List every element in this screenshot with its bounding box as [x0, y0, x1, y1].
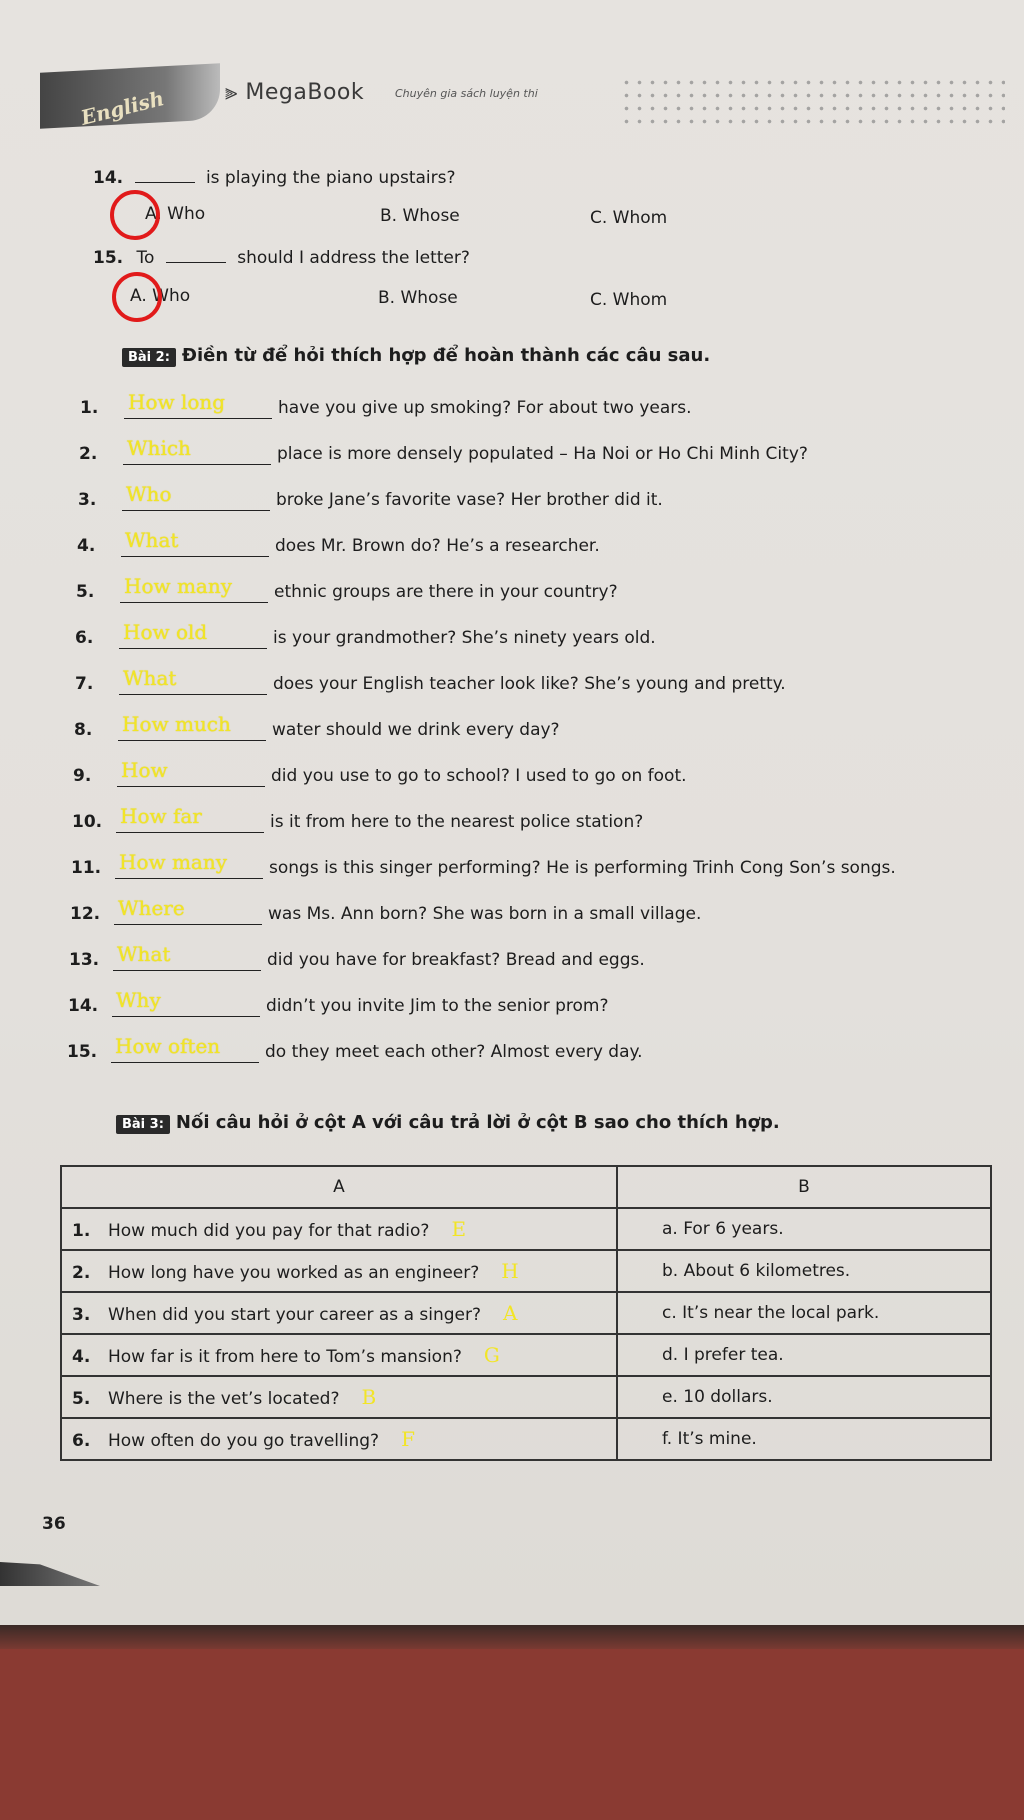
handwritten-answer: What	[117, 942, 171, 966]
answer-blank[interactable]	[113, 944, 261, 971]
handwritten-answer: How long	[128, 390, 226, 414]
answer-cell	[617, 1292, 991, 1334]
column-a-header: A	[61, 1166, 617, 1208]
handwritten-match: H	[501, 1259, 519, 1283]
question-cell	[61, 1208, 617, 1250]
answer-blank[interactable]	[124, 392, 272, 419]
item-text: have you give up smoking? For about two years.	[278, 398, 692, 418]
page-corner-decoration	[0, 1562, 100, 1586]
handwritten-answer: How far	[120, 804, 202, 828]
item-text: songs is this singer performing? He is performing Trinh Cong Son’s songs.	[269, 858, 896, 878]
item-number: 3.	[78, 490, 97, 510]
answer-cell	[617, 1208, 991, 1250]
item-number: 1.	[80, 398, 99, 418]
exercise-2-badge: Bài 2:	[122, 348, 176, 367]
exercise-3-badge: Bài 3:	[116, 1115, 170, 1134]
table-row	[61, 1334, 991, 1376]
question-text: How long have you worked as an engineer?	[108, 1263, 480, 1283]
answer-blank[interactable]	[114, 898, 262, 925]
question-text: How much did you pay for that radio?	[108, 1221, 430, 1241]
answer-blank[interactable]	[118, 714, 266, 741]
exercise-3-title: Bài 3: Nối câu hỏi ở cột A với câu trả lời ở cột B sao cho thích hợp.	[116, 1112, 780, 1134]
table-row	[61, 1376, 991, 1418]
question-cell	[61, 1334, 617, 1376]
q15-option-c: C. Whom	[590, 290, 668, 310]
table-row	[61, 1418, 991, 1460]
item-number: 4.	[77, 536, 96, 556]
item-text: did you use to go to school? I used to go on foot.	[271, 766, 687, 786]
question-cell	[61, 1376, 617, 1418]
exercise-2-title: Bài 2: Điền từ để hỏi thích hợp để hoàn thành các câu sau.	[122, 345, 710, 367]
page-edge-shadow	[0, 1625, 1024, 1649]
handwritten-answer: Where	[118, 896, 185, 920]
handwritten-answer: How much	[122, 712, 231, 736]
row-number: 5.	[72, 1389, 91, 1409]
brand-subtitle: Chuyên gia sách luyện thi	[395, 87, 538, 100]
answer-blank[interactable]	[116, 806, 264, 833]
item-number: 15.	[67, 1042, 98, 1062]
handwritten-match: B	[361, 1385, 377, 1409]
row-number: 1.	[72, 1221, 91, 1241]
answer-circle-q15	[112, 272, 162, 322]
table-row	[61, 1250, 991, 1292]
question-text: Where is the vet’s located?	[108, 1389, 340, 1409]
table-row	[61, 1208, 991, 1250]
answer-blank[interactable]	[119, 668, 267, 695]
q14-option-a: A. Who	[145, 204, 206, 224]
handwritten-answer: Why	[116, 988, 161, 1012]
question-cell	[61, 1292, 617, 1334]
prev-question-14: 14. is playing the piano upstairs?	[93, 168, 456, 188]
handwritten-answer: Who	[126, 482, 172, 506]
matching-table	[60, 1165, 992, 1461]
question-text: How far is it from here to Tom’s mansion?	[108, 1347, 462, 1367]
row-number: 4.	[72, 1347, 91, 1367]
q14-option-b: B. Whose	[380, 206, 460, 226]
item-text: does your English teacher look like? She’s young and pretty.	[273, 674, 786, 694]
handwritten-answer: How many	[119, 850, 228, 874]
item-text: broke Jane’s favorite vase? Her brother did it.	[276, 490, 663, 510]
item-number: 13.	[69, 950, 100, 970]
q15-option-a: A. Who	[130, 286, 191, 306]
answer-blank[interactable]	[111, 1036, 259, 1063]
item-text: didn’t you invite Jim to the senior prom?	[266, 996, 609, 1016]
handwritten-answer: How many	[124, 574, 233, 598]
table-row	[61, 1292, 991, 1334]
row-number: 3.	[72, 1305, 91, 1325]
answer-text: d. I prefer tea.	[662, 1345, 784, 1365]
item-text: does Mr. Brown do? He’s a researcher.	[275, 536, 600, 556]
item-text: is your grandmother? She’s ninety years old.	[273, 628, 656, 648]
item-number: 5.	[76, 582, 95, 602]
handwritten-match: G	[483, 1343, 500, 1367]
answer-cell	[617, 1418, 991, 1460]
answer-blank[interactable]	[122, 484, 270, 511]
item-text: did you have for breakfast? Bread and eggs.	[267, 950, 645, 970]
answer-cell	[617, 1334, 991, 1376]
brand-name: ⫸ MegaBook	[225, 80, 365, 105]
answer-text: c. It’s near the local park.	[662, 1303, 880, 1323]
answer-text: e. 10 dollars.	[662, 1387, 773, 1407]
handwritten-answer: What	[125, 528, 179, 552]
item-text: do they meet each other? Almost every day.	[265, 1042, 643, 1062]
item-number: 2.	[79, 444, 98, 464]
row-number: 6.	[72, 1431, 91, 1451]
handwritten-answer: How often	[115, 1034, 221, 1058]
item-number: 7.	[75, 674, 94, 694]
item-number: 8.	[74, 720, 93, 740]
handwritten-match: F	[401, 1427, 415, 1451]
question-cell	[61, 1250, 617, 1292]
item-text: ethnic groups are there in your country?	[274, 582, 618, 602]
prev-question-15: 15. To should I address the letter?	[93, 248, 470, 268]
answer-blank[interactable]	[119, 622, 267, 649]
item-number: 9.	[73, 766, 92, 786]
answer-cell	[617, 1250, 991, 1292]
q15-option-b: B. Whose	[378, 288, 458, 308]
answer-circle-q14	[110, 190, 160, 240]
answer-blank[interactable]	[115, 852, 263, 879]
handwritten-answer: How old	[123, 620, 208, 644]
handwritten-answer: What	[123, 666, 177, 690]
row-number: 2.	[72, 1263, 91, 1283]
page-number: 36	[42, 1514, 66, 1534]
item-text: water should we drink every day?	[272, 720, 560, 740]
answer-text: b. About 6 kilometres.	[662, 1261, 851, 1281]
column-b-header: B	[617, 1166, 991, 1208]
answer-blank[interactable]	[112, 990, 260, 1017]
question-text: How often do you go travelling?	[108, 1431, 380, 1451]
handwritten-match: A	[503, 1301, 518, 1325]
answer-blank[interactable]	[121, 530, 269, 557]
question-text: When did you start your career as a singer?	[108, 1305, 482, 1325]
header-dot-pattern	[620, 76, 1005, 132]
answer-text: a. For 6 years.	[662, 1219, 784, 1239]
item-text: is it from here to the nearest police station?	[270, 812, 644, 832]
answer-blank[interactable]	[117, 760, 265, 787]
handwritten-answer: Which	[127, 436, 191, 460]
item-number: 6.	[75, 628, 94, 648]
q14-option-c: C. Whom	[590, 208, 668, 228]
item-text: place is more densely populated – Ha Noi or Ho Chi Minh City?	[277, 444, 808, 464]
item-number: 14.	[68, 996, 99, 1016]
answer-blank[interactable]	[123, 438, 271, 465]
handwritten-answer: How	[121, 758, 168, 782]
header-logo: English	[78, 86, 167, 130]
answer-cell	[617, 1376, 991, 1418]
item-text: was Ms. Ann born? She was born in a small village.	[268, 904, 702, 924]
answer-blank[interactable]	[120, 576, 268, 603]
question-cell	[61, 1418, 617, 1460]
handwritten-match: E	[451, 1217, 467, 1241]
item-number: 10.	[72, 812, 103, 832]
item-number: 12.	[70, 904, 101, 924]
answer-text: f. It’s mine.	[662, 1429, 757, 1449]
item-number: 11.	[71, 858, 102, 878]
